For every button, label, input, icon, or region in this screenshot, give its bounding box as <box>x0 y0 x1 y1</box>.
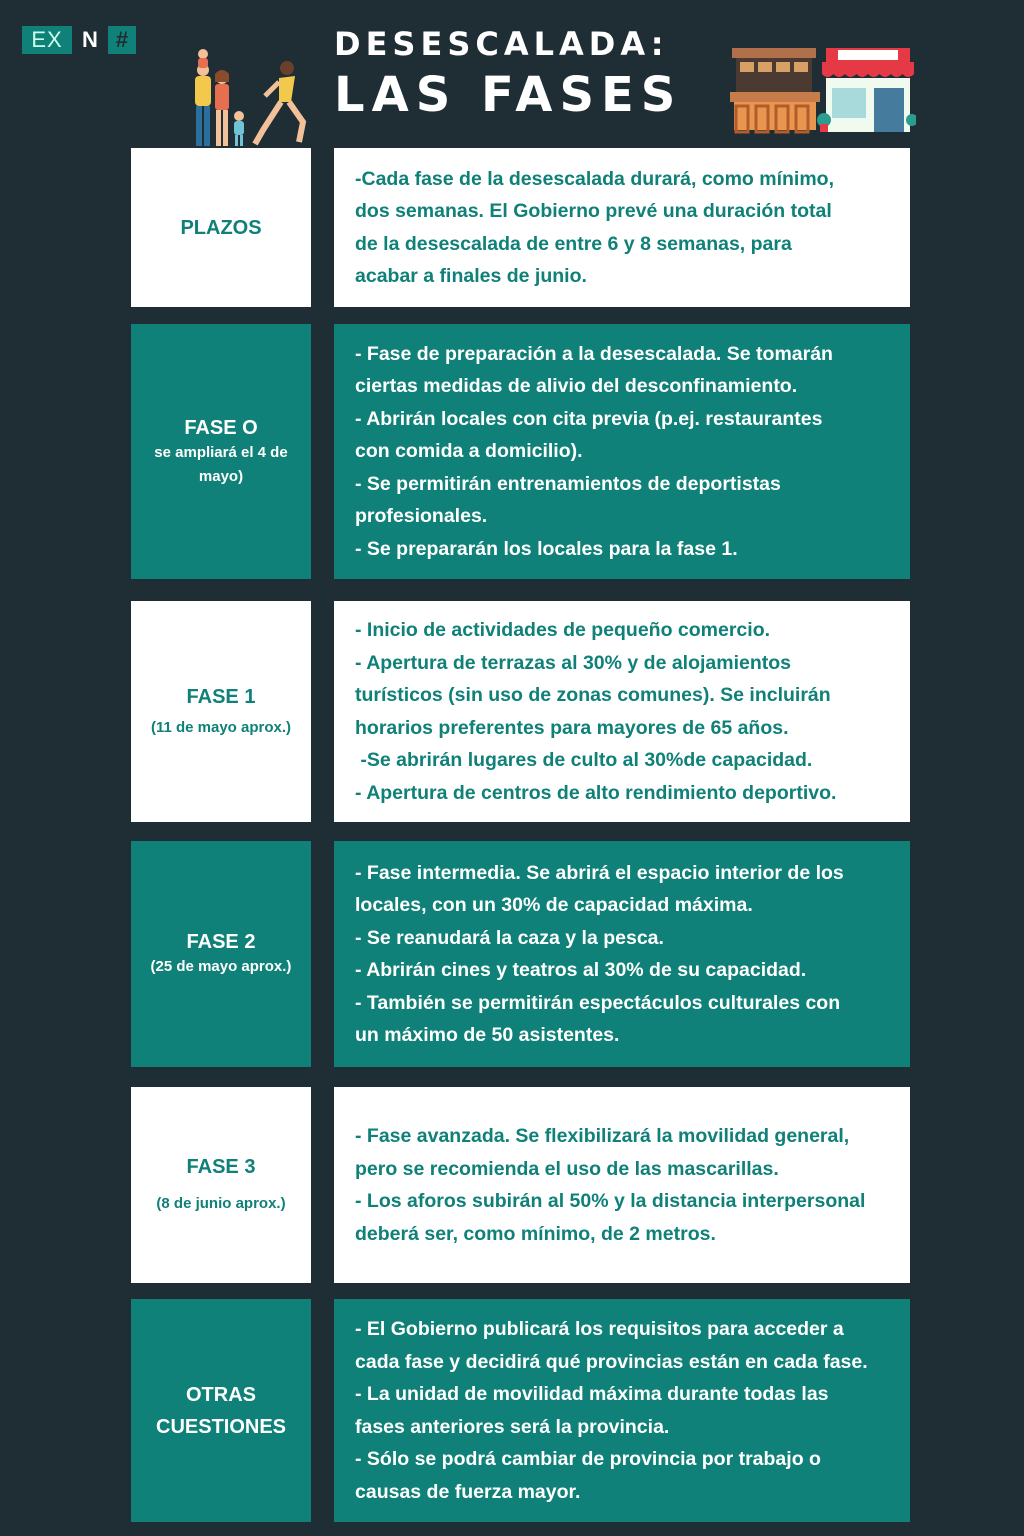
content-line: fases anteriores será la provincia. <box>355 1415 670 1438</box>
row-label-cell <box>131 601 311 822</box>
content-line: causas de fuerza mayor. <box>355 1480 581 1503</box>
row-label: PLAZOS <box>180 216 262 239</box>
content-line: - Fase avanzada. Se flexibilizará la movilidad general, <box>355 1125 850 1147</box>
row-label: OTRAS CUESTIONES <box>156 1383 287 1438</box>
content-line: - Abrirán cines y teatros al 30% de su capacidad. <box>355 959 807 981</box>
row-otras-cuestiones <box>131 1299 910 1522</box>
content-line: - Fase de preparación a la desescalada. Se tomarán <box>355 342 833 365</box>
row-content-cell <box>334 324 910 579</box>
content-line: de la desescalada de entre 6 y 8 semanas, para <box>355 232 792 255</box>
content-line: dos semanas. El Gobierno prevé una duración total <box>355 200 832 222</box>
row-label-cell <box>131 1087 311 1283</box>
row-sublabel: (25 de mayo aprox.) <box>150 958 292 975</box>
row-label: FASE 1 <box>186 685 256 708</box>
row-content-cell <box>334 1087 910 1283</box>
content-line: - También se permitirán espectáculos culturales con <box>355 991 841 1014</box>
content-line: pero se recomienda el uso de las mascarillas. <box>355 1157 779 1180</box>
content-line: -Se abrirán lugares de culto al 30%de capacidad. <box>355 749 813 771</box>
row-plazos <box>131 148 910 307</box>
content-line: profesionales. <box>355 505 488 528</box>
content-line: - Sólo se podrá cambiar de provincia por trabajo o <box>355 1448 821 1470</box>
content-line: un máximo de 50 asistentes. <box>355 1024 620 1046</box>
logo-part-n: N <box>82 27 98 52</box>
row-fase-0 <box>131 324 910 579</box>
row-fase-3 <box>131 1087 910 1283</box>
storefront-illustration-icon <box>726 44 916 136</box>
row-label-cell <box>131 1299 311 1522</box>
row-label: FASE 3 <box>186 1156 256 1178</box>
content-line: acabar a finales de junio. <box>355 265 587 287</box>
logo-part-hash: # <box>108 26 136 54</box>
row-label-cell <box>131 324 311 579</box>
row-sublabel: se ampliará el 4 de mayo) <box>154 443 288 485</box>
content-line: - El Gobierno publicará los requisitos para acceder a <box>355 1318 844 1340</box>
row-content-cell <box>334 148 910 307</box>
content-line: - Se reanudará la caza y la pesca. <box>355 926 664 949</box>
title-line-2: LAS FASES <box>334 67 683 123</box>
content-line: turísticos (sin uso de zonas comunes). Se incluirán <box>355 684 831 706</box>
row-content-cell <box>334 601 910 822</box>
row-label: FASE O <box>184 416 258 439</box>
content-line: - Se permitirán entrenamientos de deportistas <box>355 472 781 495</box>
content-line: cada fase y decidirá qué provincias están en cada fase. <box>355 1350 868 1373</box>
row-content-cell <box>334 1299 910 1522</box>
content-line: horarios preferentes para mayores de 65 años. <box>355 716 789 739</box>
row-label: FASE 2 <box>186 931 256 953</box>
page-title <box>334 22 682 124</box>
row-fase-2 <box>131 841 910 1067</box>
row-label-cell <box>131 148 311 307</box>
content-line: - Fase intermedia. Se abrirá el espacio interior de los <box>355 861 844 884</box>
row-content-cell <box>334 841 910 1067</box>
row-sublabel: (8 de junio aprox.) <box>156 1195 286 1212</box>
content-line: locales, con un 30% de capacidad máxima. <box>355 894 753 916</box>
content-line: - Los aforos subirán al 50% y la distancia interpersonal <box>355 1190 866 1212</box>
logo-part-ex: EX <box>22 26 72 54</box>
family-illustration-icon <box>175 48 315 148</box>
content-line: - Inicio de actividades de pequeño comercio. <box>355 619 771 641</box>
row-sublabel: (11 de mayo aprox.) <box>150 718 292 736</box>
content-line: - Abrirán locales con cita previa (p.ej. restaurantes <box>355 407 823 430</box>
row-fase-1 <box>131 601 910 822</box>
content-line: deberá ser, como mínimo, de 2 metros. <box>355 1222 716 1245</box>
row-label-cell <box>131 841 311 1067</box>
content-line: - Se prepararán los locales para la fase 1. <box>355 537 738 560</box>
content-line: -Cada fase de la desescalada durará, como mínimo, <box>355 167 835 190</box>
content-line: - Apertura de terrazas al 30% y de alojamientos <box>355 651 792 674</box>
brand-logo <box>22 26 136 54</box>
title-line-1: DESESCALADA: <box>334 25 669 63</box>
content-line: con comida a domicilio). <box>355 440 583 463</box>
content-line: - La unidad de movilidad máxima durante todas las <box>355 1383 829 1405</box>
content-line: ciertas medidas de alivio del desconfinamiento. <box>355 375 798 398</box>
content-line: - Apertura de centros de alto rendimiento deportivo. <box>355 781 837 804</box>
